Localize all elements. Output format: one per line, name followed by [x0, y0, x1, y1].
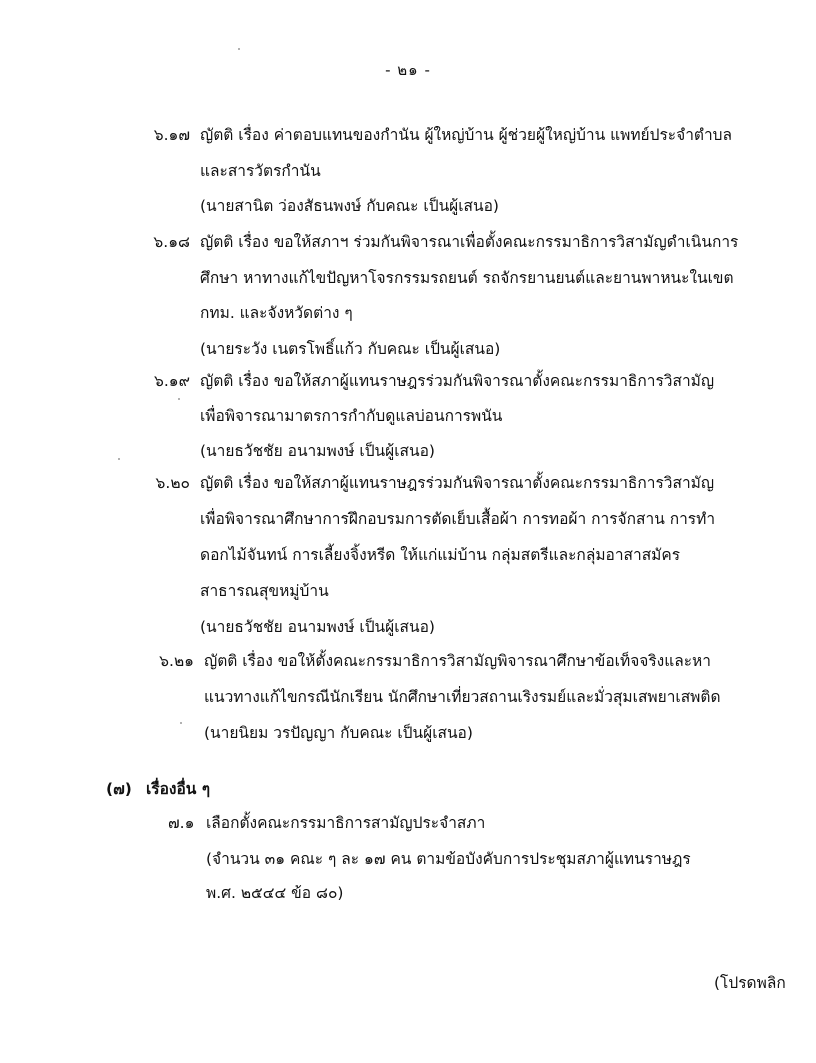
item-text-line: ดอกไม้จันทน์ การเลี้ยงจิ้งหรีด ให้แก่แม่บ้าน กลุ่มสตรีและกลุ่มอาสาสมัคร — [200, 546, 681, 564]
item-number: ๗.๑ — [168, 814, 195, 832]
page-number: - ๒๑ - — [385, 61, 431, 79]
item-text-line: เพื่อพิจารณามาตรการกำกับดูแลบ่อนการพนัน — [200, 407, 503, 425]
item-detail-line: พ.ศ. ๒๕๔๔ ข้อ ๘๐) — [206, 884, 344, 902]
item-text-line: ญัตติ เรื่อง ขอให้สภาผู้แทนราษฎรร่วมกันพิจารณาตั้งคณะกรรมาธิการวิสามัญ — [200, 474, 715, 492]
item-text-line: ญัตติ เรื่อง ขอให้สภาฯ ร่วมกันพิจารณาเพื่อตั้งคณะกรรมาธิการวิสามัญดำเนินการ — [200, 233, 739, 251]
item-proposer: (นายธวัชชัย อนามพงษ์ เป็นผู้เสนอ) — [200, 442, 435, 460]
scan-speck — [180, 722, 182, 724]
item-number: ๖.๑๗ — [153, 126, 190, 144]
item-text-line: ศึกษา หาทางแก้ไขปัญหาโจรกรรมรถยนต์ รถจักรยานยนต์และยานพาหนะในเขต — [200, 269, 734, 287]
item-text-line: และสารวัตรกำนัน — [200, 162, 321, 180]
item-text-line: ญัตติ เรื่อง ขอให้ตั้งคณะกรรมาธิการวิสามัญพิจารณาศึกษาข้อเท็จจริงและหา — [204, 652, 711, 670]
scan-speck — [238, 48, 240, 50]
item-detail-line: (จำนวน ๓๑ คณะ ๆ ละ ๑๗ คน ตามข้อบังคับการประชุมสภาผู้แทนราษฎร — [206, 850, 691, 868]
item-number: ๖.๑๙ — [154, 372, 190, 390]
item-text-line: เลือกตั้งคณะกรรมาธิการสามัญประจำสภา — [206, 814, 486, 832]
item-number: ๖.๒๐ — [155, 474, 190, 492]
item-text-line: แนวทางแก้ไขกรณีนักเรียน นักศึกษาเที่ยวสถานเริงรมย์และมั่วสุมเสพยาเสพติด — [204, 688, 721, 706]
scan-speck — [178, 398, 180, 400]
section-title: เรื่องอื่น ๆ — [146, 780, 211, 798]
item-proposer: (นายนิยม วรปัญญา กับคณะ เป็นผู้เสนอ) — [204, 724, 473, 742]
item-text-line: สาธารณสุขหมู่บ้าน — [200, 582, 329, 600]
item-number: ๖.๒๑ — [159, 652, 194, 670]
item-text-line: ญัตติ เรื่อง ค่าตอบแทนของกำนัน ผู้ใหญ่บ้าน ผู้ช่วยผู้ใหญ่บ้าน แพทย์ประจำตำบล — [200, 126, 733, 144]
item-proposer: (นายสานิต ว่องสัธนพงษ์ กับคณะ เป็นผู้เสนอ) — [200, 197, 499, 215]
item-proposer: (นายธวัชชัย อนามพงษ์ เป็นผู้เสนอ) — [200, 618, 435, 636]
continue-note: (โปรดพลิก — [714, 974, 786, 992]
item-proposer: (นายระวัง เนตรโพธิ์แก้ว กับคณะ เป็นผู้เสนอ) — [200, 340, 501, 358]
item-text-line: ญัตติ เรื่อง ขอให้สภาผู้แทนราษฎรร่วมกันพิจารณาตั้งคณะกรรมาธิการวิสามัญ — [200, 372, 715, 390]
item-text-line: กทม. และจังหวัดต่าง ๆ — [200, 304, 353, 322]
item-number: ๖.๑๘ — [153, 233, 190, 251]
scan-speck — [118, 458, 120, 460]
section-number: (๗) — [106, 780, 132, 798]
item-text-line: เพื่อพิจารณาศึกษาการฝึกอบรมการตัดเย็บเสื้อผ้า การทอผ้า การจักสาน การทำ — [200, 510, 716, 528]
